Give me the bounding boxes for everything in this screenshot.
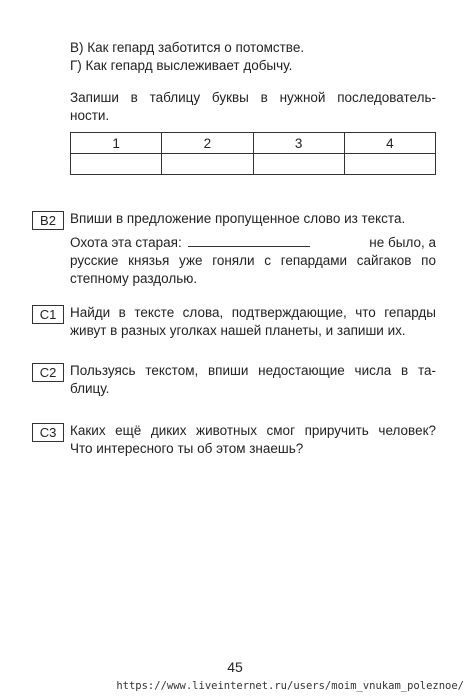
- task-tag-c2: С2: [32, 363, 64, 382]
- b2-sentence-end: не было, а: [369, 235, 436, 250]
- answer-cell-2[interactable]: [162, 154, 253, 175]
- option-g: Г) Как гепард выслеживает добычу.: [70, 58, 293, 73]
- option-v: В) Как гепард заботится о потомстве.: [70, 40, 305, 55]
- c3-line1: Каких ещё диких животных смог приручить человек?: [70, 423, 436, 438]
- task-tag-c1: С1: [32, 305, 64, 324]
- answer-table-header-2: 2: [162, 133, 253, 154]
- b2-sentence-line1: [70, 234, 436, 252]
- page-number: 45: [227, 659, 243, 675]
- answer-cell-1[interactable]: [71, 154, 162, 175]
- b2-sentence-start: Охота эта старая:: [70, 235, 182, 250]
- c1-line2: живут в разных уголках нашей планеты, и запиши их.: [70, 323, 406, 338]
- answer-table-header-1: 1: [71, 133, 162, 154]
- b2-instruction: Впиши в предложение пропущенное слово из текста.: [70, 211, 406, 226]
- answer-table-input-row: [71, 154, 436, 175]
- c1-line1: Найди в тексте слова, подтверждающие, что гепарды: [70, 305, 436, 320]
- answer-table-header-4: 4: [344, 133, 435, 154]
- answer-table: [70, 132, 436, 175]
- answer-cell-4[interactable]: [344, 154, 435, 175]
- b2-sentence-line2: русские князья уже гоняли с гепардами сайгаков по: [70, 253, 436, 268]
- c2-line1: Пользуясь текстом, впиши недостающие числа в та-: [70, 363, 436, 378]
- task-tag-b2: В2: [32, 211, 64, 230]
- b2-sentence-line3: степному раздолью.: [70, 271, 198, 286]
- answer-table-header-row: [71, 133, 436, 154]
- table-instruction-line1: Запиши в таблицу буквы в нужной последователь-: [70, 90, 436, 105]
- task-tag-c3: С3: [32, 423, 64, 442]
- watermark-url[interactable]: https://www.liveinternet.ru/users/moim_vnukam_poleznoe/: [116, 680, 464, 692]
- c2-line2: блицу.: [70, 381, 110, 396]
- c3-line2: Что интересного ты об этом знаешь?: [70, 441, 304, 456]
- b2-answer-blank[interactable]: [188, 234, 310, 247]
- answer-table-header-3: 3: [253, 133, 344, 154]
- table-instruction-line2: ности.: [70, 108, 110, 123]
- answer-cell-3[interactable]: [253, 154, 344, 175]
